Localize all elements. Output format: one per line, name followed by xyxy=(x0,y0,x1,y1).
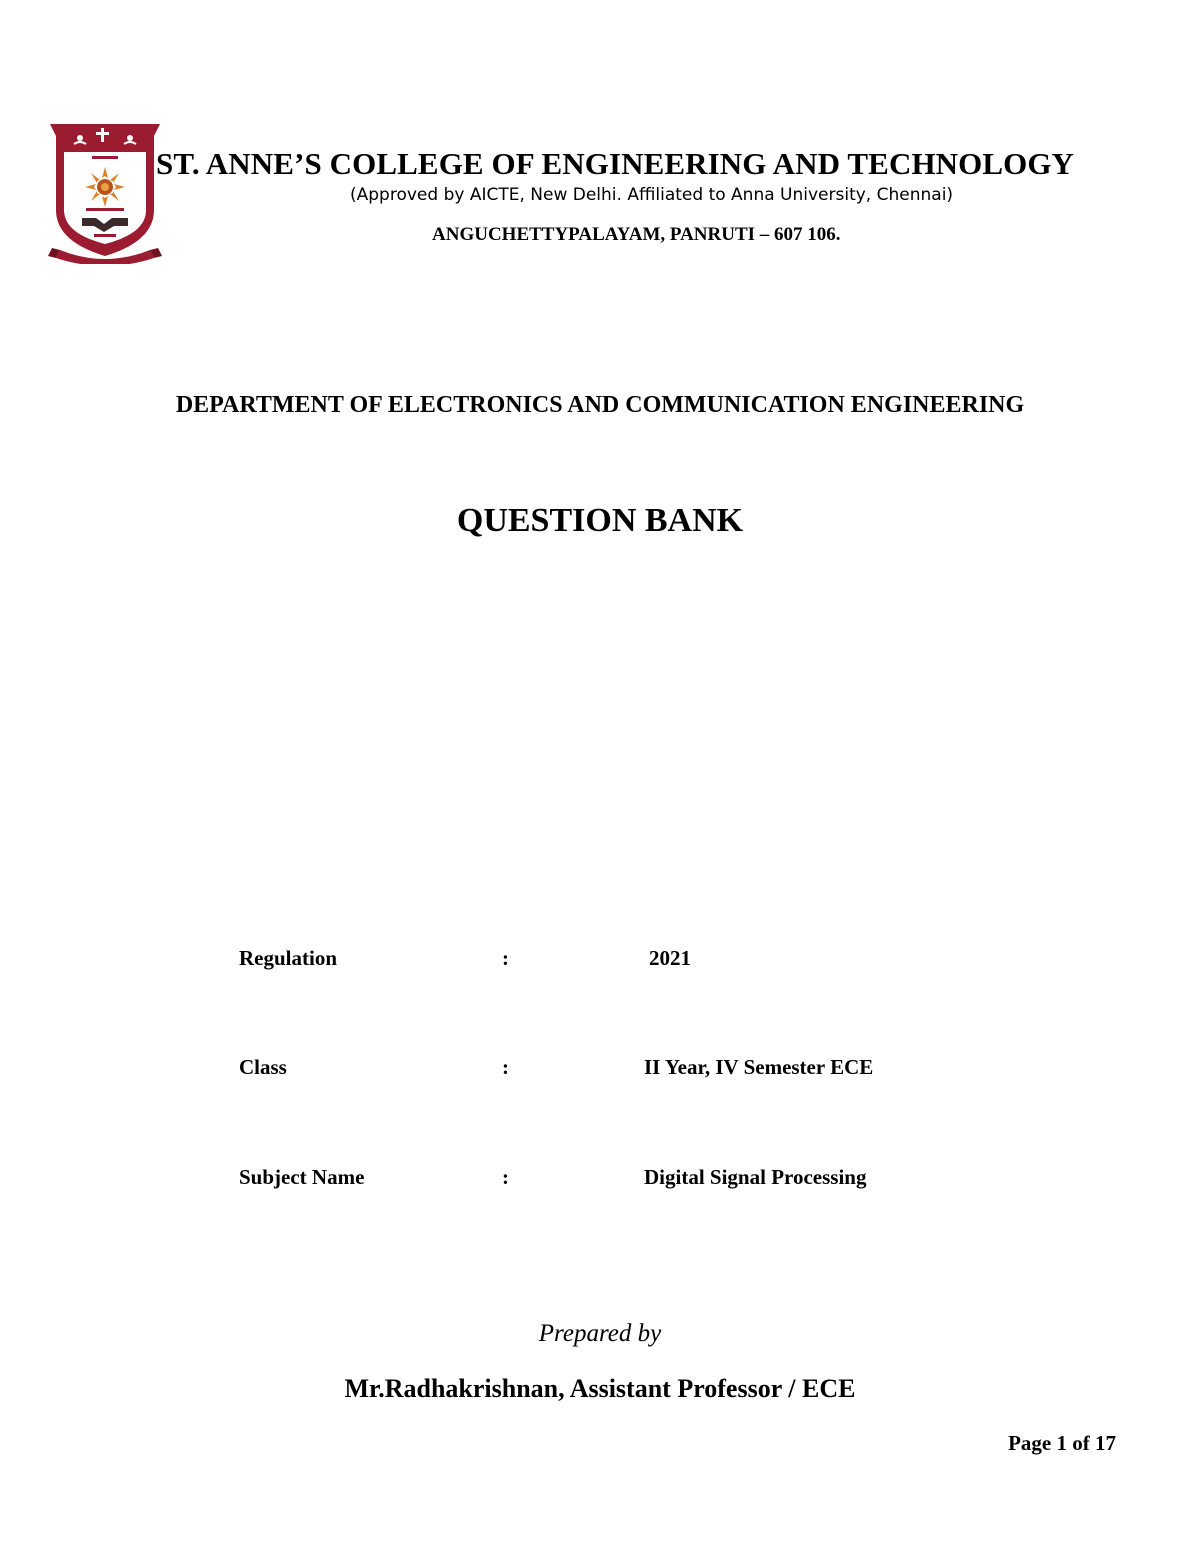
document-title: QUESTION BANK xyxy=(456,502,744,539)
detail-row-subject-name xyxy=(0,1165,1200,1195)
page-number: Page 1 of 17 xyxy=(1008,1431,1116,1455)
detail-row-regulation xyxy=(0,946,1200,976)
detail-separator: : xyxy=(502,1165,509,1189)
detail-value: Digital Signal Processing xyxy=(644,1165,867,1189)
college-name: ST. ANNE’S COLLEGE OF ENGINEERING AND TECHNOLOGY xyxy=(156,146,1075,181)
detail-value: 2021 xyxy=(649,946,691,970)
detail-label: Regulation xyxy=(239,946,338,970)
college-approval-note: (Approved by AICTE, New Delhi. Affiliated to Anna University, Chennai) xyxy=(350,185,954,205)
detail-row-class xyxy=(0,1055,1200,1085)
college-crest-icon xyxy=(46,122,164,264)
college-address: ANGUCHETTYPALAYAM, PANRUTI – 607 106. xyxy=(432,224,841,245)
detail-value: II Year, IV Semester ECE xyxy=(644,1055,874,1079)
detail-label: Class xyxy=(239,1055,287,1079)
prepared-by-label: Prepared by xyxy=(538,1320,662,1347)
detail-label: Subject Name xyxy=(239,1165,365,1189)
author-name: Mr.Radhakrishnan, Assistant Professor / ECE xyxy=(344,1374,856,1403)
department-heading: DEPARTMENT OF ELECTRONICS AND COMMUNICATION ENGINEERING xyxy=(175,392,1025,418)
detail-separator: : xyxy=(502,1055,509,1079)
detail-separator: : xyxy=(502,946,509,970)
